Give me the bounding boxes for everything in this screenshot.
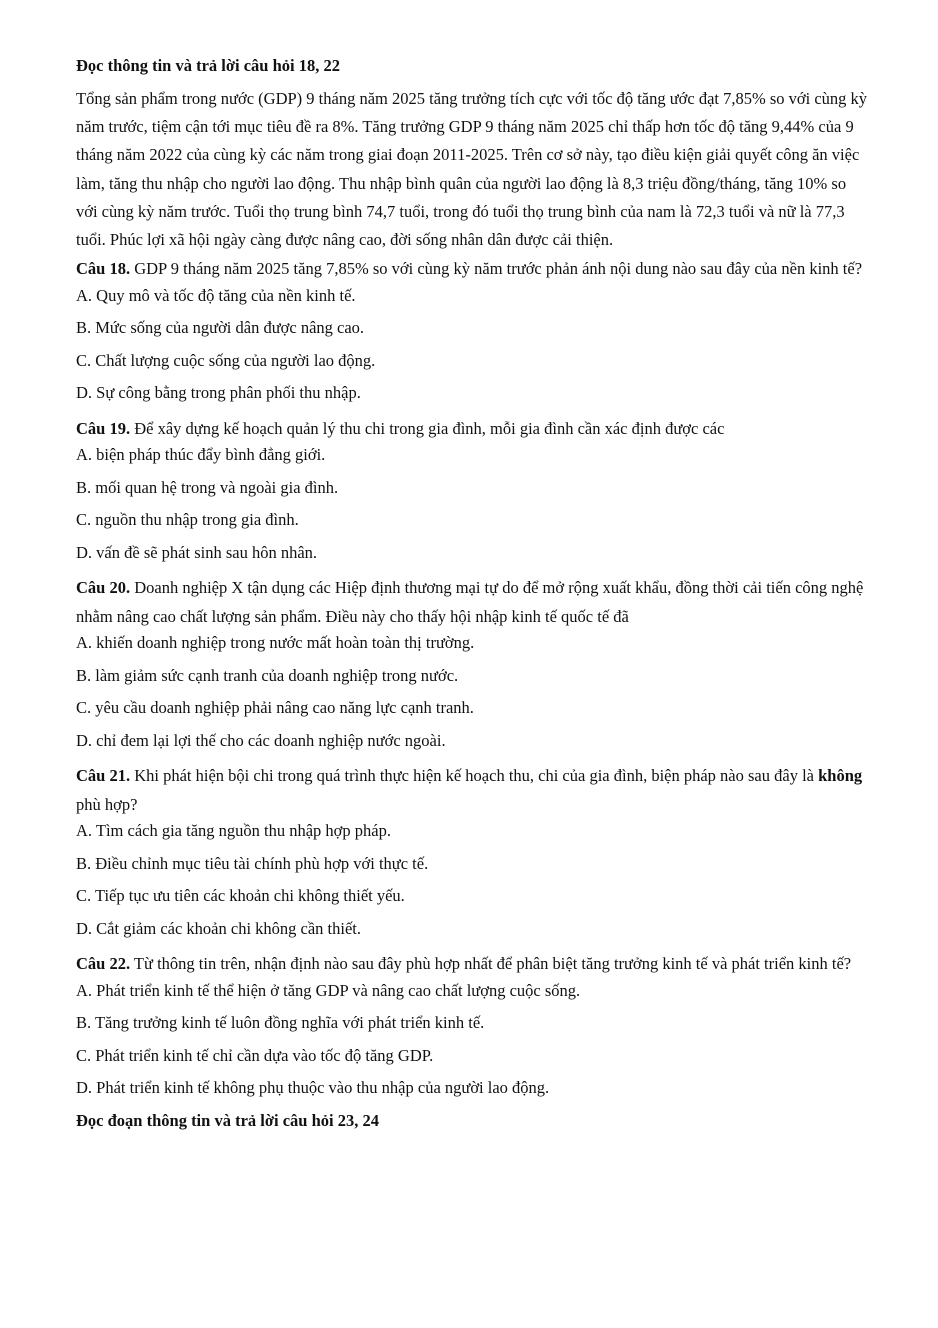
option-a: A. biện pháp thúc đẩy bình đẳng giới. xyxy=(76,445,326,465)
option-c: C. Chất lượng cuộc sống của người lao động. xyxy=(76,350,376,370)
question-number: Câu 21. xyxy=(76,766,131,786)
question-number: Câu 22. xyxy=(76,954,131,974)
question-18 xyxy=(76,255,868,404)
question-text: Doanh nghiệp X tận dụng các Hiệp định thương mại tự do để mở rộng xuất khẩu, đồng thời cải tiến công nghệ nhằm nâng cao chất lượng sản phẩm. Điều này cho thấy hội nhập kinh tế quốc tế đã xyxy=(76,578,864,626)
option-a: A. Quy mô và tốc độ tăng của nền kinh tế. xyxy=(76,285,356,305)
option-b: B. làm giảm sức cạnh tranh của doanh nghiệp trong nước. xyxy=(76,665,459,685)
option-c: C. Phát triển kinh tế chỉ cần dựa vào tốc độ tăng GDP. xyxy=(76,1045,434,1065)
option-a: A. Phát triển kinh tế thể hiện ở tăng GDP và nâng cao chất lượng cuộc sống. xyxy=(76,980,581,1000)
question-19 xyxy=(76,415,868,564)
question-stem xyxy=(76,574,868,631)
option-c: C. Tiếp tục ưu tiên các khoản chi không thiết yếu. xyxy=(76,886,405,906)
option-d: D. Cắt giảm các khoản chi không cần thiết. xyxy=(76,918,361,938)
question-emphasis: không xyxy=(818,766,863,786)
option-b: B. Tăng trưởng kinh tế luôn đồng nghĩa với phát triển kinh tế. xyxy=(76,1013,485,1033)
option-b: B. Mức sống của người dân được nâng cao. xyxy=(76,318,365,338)
question-22 xyxy=(76,950,868,1099)
question-number: Câu 19. xyxy=(76,418,131,438)
question-stem xyxy=(76,255,868,284)
question-21 xyxy=(76,762,868,940)
option-d: D. chỉ đem lại lợi thế cho các doanh nghiệp nước ngoài. xyxy=(76,730,446,750)
option-a: A. Tìm cách gia tăng nguồn thu nhập hợp pháp. xyxy=(76,821,391,841)
option-d: D. vấn đề sẽ phát sinh sau hôn nhân. xyxy=(76,542,318,562)
question-number: Câu 18. xyxy=(76,259,131,279)
section-heading-18-22: Đọc thông tin và trả lời câu hỏi 18, 22 xyxy=(76,56,340,75)
question-number: Câu 20. xyxy=(76,578,131,598)
info-passage: Tổng sản phẩm trong nước (GDP) 9 tháng năm 2025 tăng trưởng tích cực với tốc độ tăng ước đạt 7,85% so với cùng kỳ năm trước, tiệm cận tới mục tiêu đề ra 8%. Tăng trưởng GDP 9 tháng năm 2025 chỉ thấp hơn tốc độ tăng 9,44% của 9 tháng năm 2022 của cùng kỳ các năm trong giai đoạn 2011-2025. Trên cơ sở này, tạo điều kiện giải quyết công ăn việc làm, tăng thu nhập cho người lao động. Thu nhập bình quân của người lao động là 8,3 triệu đồng/tháng, tăng 10% so với cùng kỳ năm trước. Tuổi thọ trung bình 74,7 tuổi, trong đó tuổi thọ trung bình của nam là 72,3 tuổi và nữ là 77,3 tuổi. Phúc lợi xã hội ngày càng được nâng cao, đời sống nhân dân được cải thiện. xyxy=(76,89,868,250)
option-c: C. nguồn thu nhập trong gia đình. xyxy=(76,510,299,530)
question-text: Từ thông tin trên, nhận định nào sau đây phù hợp nhất để phân biệt tăng trưởng kinh tế và phát triển kinh tế? xyxy=(130,954,852,974)
option-a: A. khiến doanh nghiệp trong nước mất hoàn toàn thị trường. xyxy=(76,633,475,653)
question-20 xyxy=(76,574,868,752)
section-heading-23-24: Đọc đoạn thông tin và trả lời câu hỏi 23, 24 xyxy=(76,1110,379,1130)
question-stem xyxy=(76,762,868,819)
option-d: D. Phát triển kinh tế không phụ thuộc vào thu nhập của người lao động. xyxy=(76,1078,550,1098)
option-b: B. Điều chỉnh mục tiêu tài chính phù hợp với thực tế. xyxy=(76,853,429,873)
question-text: Để xây dựng kế hoạch quản lý thu chi trong gia đình, mỗi gia đình cần xác định được các xyxy=(130,418,725,438)
question-text: Khi phát hiện bội chi trong quá trình thực hiện kế hoạch thu, chi của gia đình, biện pháp nào sau đây là xyxy=(130,766,819,786)
question-stem xyxy=(76,415,868,444)
question-text-end: phù hợp? xyxy=(76,794,138,814)
question-stem xyxy=(76,950,868,979)
option-b: B. mối quan hệ trong và ngoài gia đình. xyxy=(76,477,339,497)
option-d: D. Sự công bằng trong phân phối thu nhập. xyxy=(76,383,361,403)
question-text: GDP 9 tháng năm 2025 tăng 7,85% so với cùng kỳ năm trước phản ánh nội dung nào sau đây của nền kinh tế? xyxy=(130,259,863,279)
option-c: C. yêu cầu doanh nghiệp phải nâng cao năng lực cạnh tranh. xyxy=(76,698,474,718)
